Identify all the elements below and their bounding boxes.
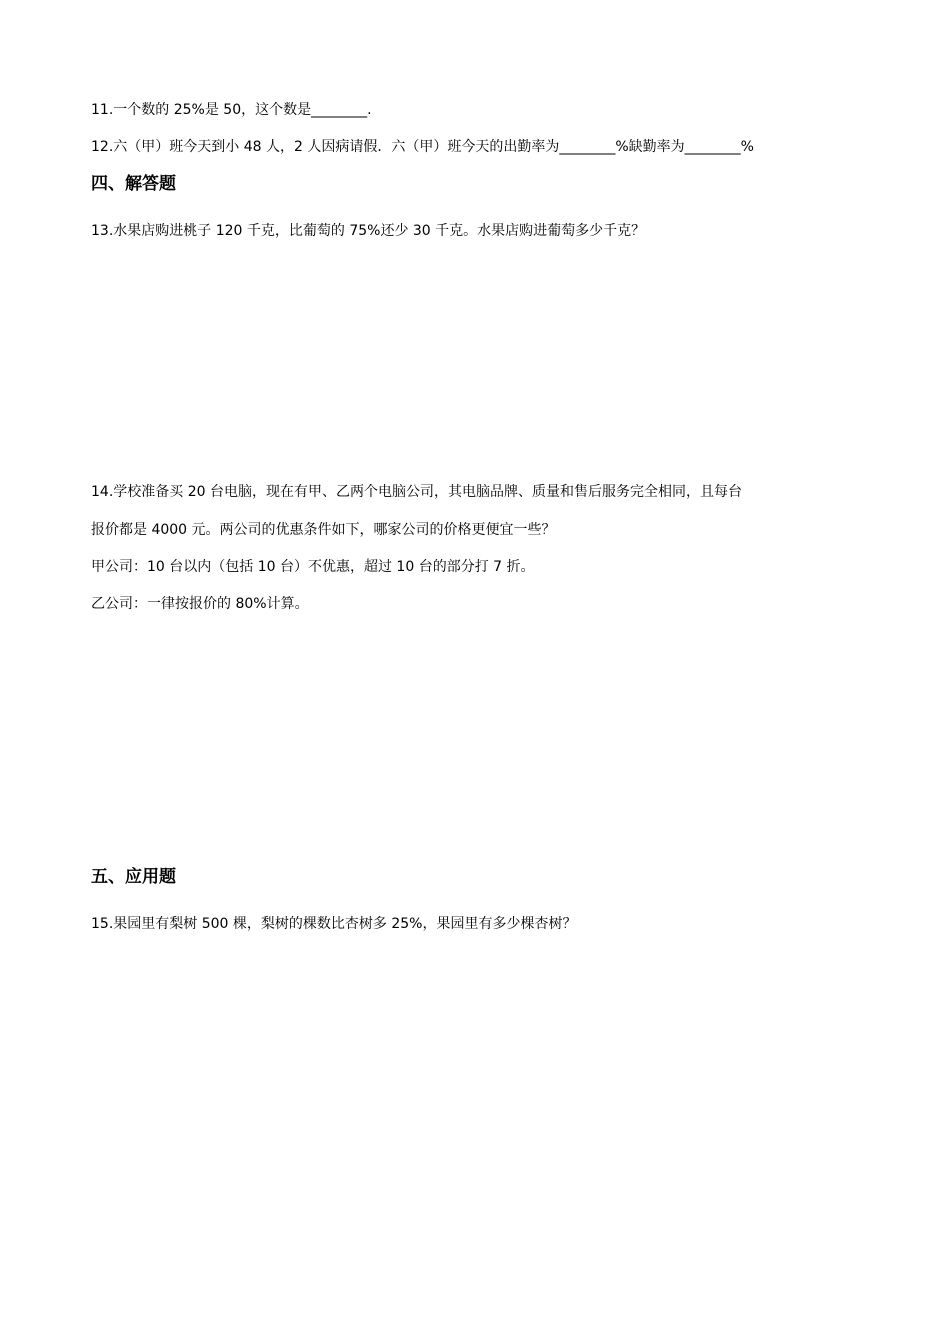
question-12: 12.六（甲）班今天到小 48 人，2 人因病请假．六（甲）班今天的出勤率为________%缺勤率为________% — [91, 139, 754, 155]
question-15: 15.果园里有梨树 500 棵，梨树的棵数比杏树多 25%，果园里有多少棵杏树？ — [91, 916, 577, 932]
section-heading-4: 四、解答题 — [91, 174, 176, 194]
section-heading-5: 五、应用题 — [91, 867, 176, 887]
question-14-line-3: 甲公司：10 台以内（包括 10 台）不优惠，超过 10 台的部分打 7 折。 — [91, 559, 535, 575]
question-13: 13.水果店购进桃子 120 千克，比葡萄的 75%还少 30 千克。水果店购进葡萄多少千克？ — [91, 223, 646, 239]
question-14-line-1: 14.学校准备买 20 台电脑，现在有甲、乙两个电脑公司，其电脑品牌、质量和售后服务完全相同，且每台 — [91, 484, 742, 500]
question-11: 11.一个数的 25%是 50，这个数是________. — [91, 102, 372, 118]
question-14-line-2: 报价都是 4000 元。两公司的优惠条件如下，哪家公司的价格更便宜一些？ — [91, 522, 556, 538]
question-14-line-4: 乙公司：一律按报价的 80%计算。 — [91, 596, 309, 612]
